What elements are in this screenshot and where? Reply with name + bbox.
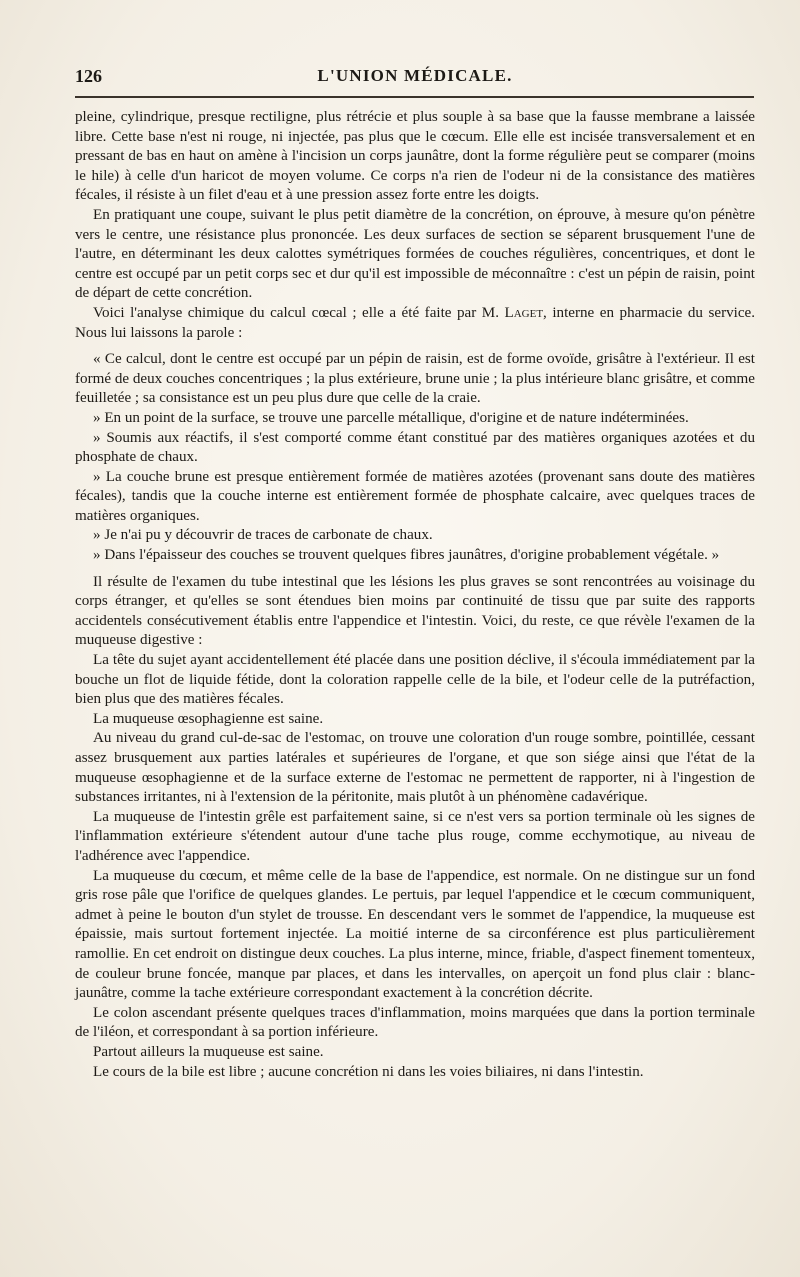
- quote-paragraph: » La couche brune est presque entièrement formée de matières azotées (provenant sans doute des matières fécales), tandis que la couche interne est entièrement formée de phosphate calcaire, avec quelques traces de matières organiques.: [75, 468, 755, 524]
- paragraph-text: Voici l'analyse chimique du calcul cœcal ; elle a été faite par M.: [93, 304, 505, 321]
- author-name: Laget: [504, 304, 544, 321]
- quote-paragraph: « Ce calcul, dont le centre est occupé par un pépin de raisin, est de forme ovoïde, grisâtre à l'extérieur. Il est formé de deux couches concentriques ; la plus extérieure, brune unie ; la plus intérieure blanc grisâtre, et comme feuilletée ; sa consistance est un peu plus dure que celle de la craie.: [75, 351, 755, 407]
- paragraph: La muqueuse de l'intestin grêle est parfaitement saine, si ce n'est vers sa portion terminale où les signes de l'inflammation extérieure s'étendent autour d'une tache plus rouge, comme ecchymotique, au niveau de l'adhérence avec l'appendice.: [75, 808, 755, 864]
- paragraph: [75, 304, 755, 343]
- paragraph: pleine, cylindrique, presque rectiligne, plus rétrécie et plus souple à sa base que la fausse membrane a laissée libre. Cette base n'est ni rouge, ni injectée, pas plus que le cœcum. Elle elle est incisée transversalement et en pressant de bas en haut on amène à l'incision un corps jaunâtre, dont la forme régulière peut se comparer (moins le hile) à celle d'un haricot de moyen volume. Ce corps n'a rien de l'odeur ni de la consistance des matières fécales, il résiste à un filet d'eau et à une pression assez forte entre les doigts.: [75, 109, 755, 204]
- paragraph: Le cours de la bile est libre ; aucune concrétion ni dans les voies biliaires, ni dans l'intestin.: [93, 1063, 644, 1080]
- running-title: L'UNION MÉDICALE.: [317, 66, 513, 85]
- paragraph: La tête du sujet ayant accidentellement été placée dans une position déclive, il s'écoula immédiatement par la bouche un flot de liquide fétide, dont la coloration rappelle celle de la bile, et l'odeur celle de la putréfaction, bien plus que des matières fécales.: [75, 652, 755, 708]
- paragraph: La muqueuse œsophagienne est saine.: [93, 710, 324, 727]
- quote-paragraph: » En un point de la surface, se trouve une parcelle métallique, d'origine et de nature indéterminées.: [93, 409, 689, 426]
- paragraph: Le colon ascendant présente quelques traces d'inflammation, moins marquées que dans la portion terminale de l'iléon, et correspondant à sa portion inférieure.: [75, 1004, 755, 1041]
- page-header: [75, 60, 755, 92]
- paragraph-text: , interne en pharmacie du service. Nous lui laissons la parole :: [75, 304, 756, 341]
- paragraph: La muqueuse du cœcum, et même celle de la base de l'appendice, est normale. On ne distingue sur un fond gris rose pâle que l'orifice de quelques glandes. Le pertuis, par lequel l'appendice et le cœcum communiquent, admet à peine le bouton d'un stylet de trousse. En descendant vers le sommet de l'appendice, la muqueuse est épaissie, mais surtout fortement injectée. La moitié interne de sa circonférence est plus particulièrement ramollie. En cet endroit on distingue deux couches. La plus interne, mince, friable, d'aspect finement tomenteux, de couleur brune foncée, manque par places, et dans les intervalles, on aperçoit un fond plus clair : blanc-jaunâtre, comme la tache extérieure correspondant exactement à la concrétion décrite.: [75, 867, 755, 1002]
- paragraph: Partout ailleurs la muqueuse est saine.: [93, 1043, 324, 1060]
- header-rule: [75, 96, 754, 98]
- page-number: 126: [75, 66, 102, 86]
- quote-paragraph: » Soumis aux réactifs, il s'est comporté comme étant constitué par des matières organiques azotées et du phosphate de chaux.: [75, 429, 755, 466]
- quote-paragraph: » Dans l'épaisseur des couches se trouvent quelques fibres jaunâtres, d'origine probablement végétale. »: [93, 547, 720, 564]
- paragraph: Il résulte de l'examen du tube intestinal que les lésions les plus graves se sont rencontrées au voisinage du corps étranger, et qu'elles se sont étendues bien moins par continuité de tissu que par suite des rapports accidentels consécutivement établis entre l'appendice et l'intestin. Voici, du reste, ce que révèle l'examen de la muqueuse digestive :: [75, 573, 755, 649]
- quote-paragraph: » Je n'ai pu y découvrir de traces de carbonate de chaux.: [93, 527, 433, 544]
- body-text: [75, 108, 755, 1082]
- paragraph: Au niveau du grand cul-de-sac de l'estomac, on trouve une coloration d'un rouge sombre, pointillée, cessant assez brusquement aux parties latérales et supérieures de l'organe, et que son siége ainsi que l'état de la muqueuse œsophagienne et de la surface externe de l'estomac ne permettent de rapporter, ni à l'ingestion de substances irritantes, ni à l'extension de la péritonite, mais plutôt à un phénomène cadavérique.: [75, 730, 755, 806]
- paragraph: En pratiquant une coupe, suivant le plus petit diamètre de la concrétion, on éprouve, à mesure qu'on pénètre vers le centre, une résistance plus prononcée. Les deux surfaces de section se séparent brusquement l'une de l'autre, en déterminant les deux calottes symétriques formées de couches régulières, concentriques, et dont le centre est occupé par un petit corps sec et dur qu'il est impossible de méconnaître : c'est un pépin de raisin, point de départ de cette concrétion.: [75, 206, 755, 302]
